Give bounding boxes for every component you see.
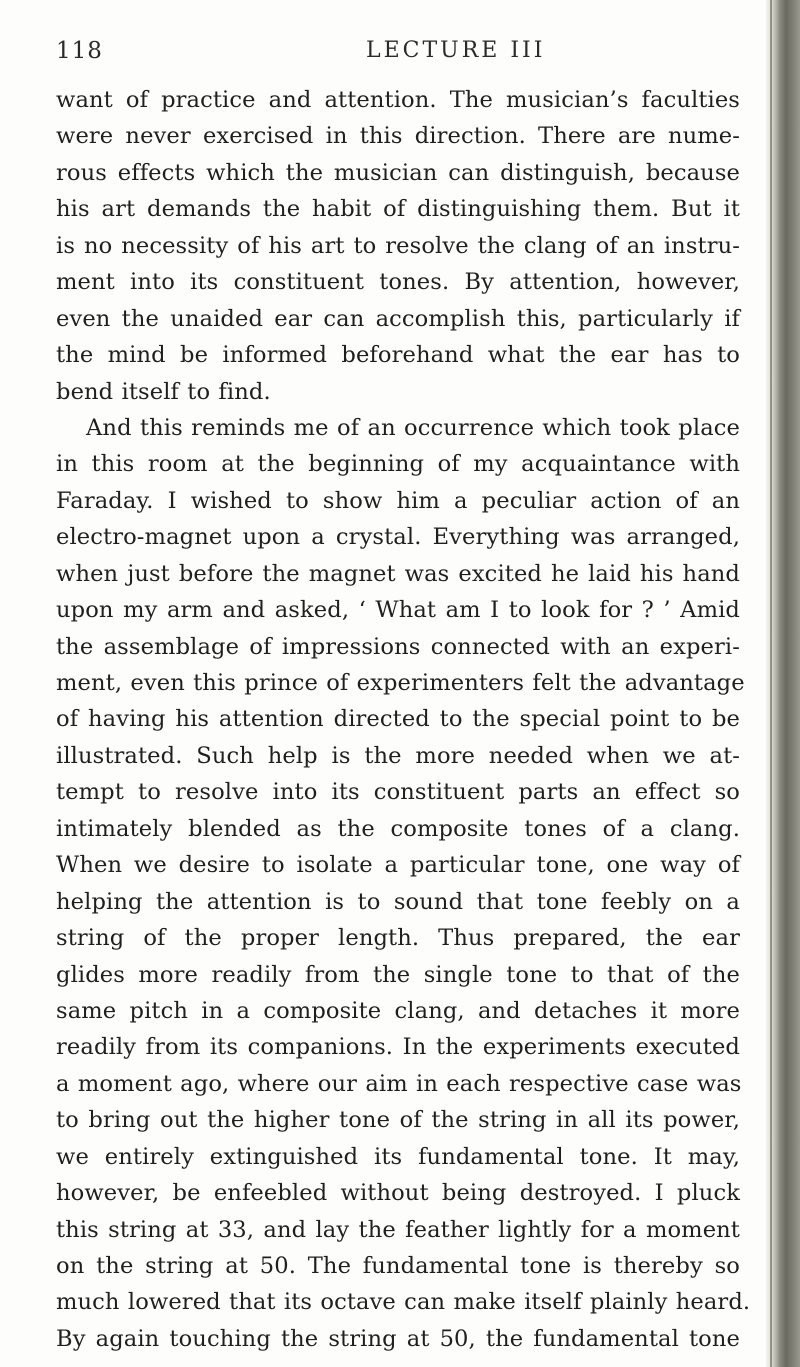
body-text — [56, 82, 751, 1357]
text-line: bend itself to find. — [56, 378, 271, 405]
text-line: in this room at the beginning of my acquaintance with — [56, 451, 740, 478]
page-header — [56, 38, 756, 68]
page-edge-line — [770, 0, 772, 1367]
text-line: intimately blended as the composite tones of a clang. — [56, 815, 740, 842]
text-line: helping the attention is to sound that tone feebly on a — [56, 888, 740, 915]
text-line: illustrated. Such help is the more needed when we at- — [56, 742, 740, 769]
text-line: on the string at 50. The fundamental tone is thereby so — [56, 1253, 740, 1279]
text-line: to bring out the higher tone of the string in all its power, — [56, 1107, 740, 1134]
text-line: of having his attention directed to the special point to be — [56, 706, 740, 733]
text-line: much lowered that its octave can make itself plainly heard. — [56, 1289, 751, 1316]
text-line: when just before the magnet was excited he laid his hand — [56, 560, 740, 587]
text-line: his art demands the habit of distinguishing them. But it — [56, 196, 740, 223]
text-line: the assemblage of impressions connected with an experi- — [56, 633, 740, 660]
text-line: upon my arm and asked, ‘ What am I to look for ? ’ Amid — [56, 597, 740, 624]
text-line: tempt to resolve into its constituent parts an effect so — [56, 779, 740, 806]
text-line: the mind be informed beforehand what the ear has to — [56, 342, 740, 369]
text-line: want of practice and attention. The musician’s faculties — [56, 87, 740, 113]
text-line: rous effects which the musician can distinguish, because — [56, 159, 740, 186]
text-line: ment, even this prince of experimenters felt the advantage — [56, 670, 745, 696]
text-line: string of the proper length. Thus prepared, the ear — [56, 925, 740, 952]
text-line: By again touching the string at 50, the fundamental tone — [56, 1325, 740, 1352]
text-line: this string at 33, and lay the feather lightly for a moment — [56, 1216, 740, 1243]
text-line: Faraday. I wished to show him a peculiar action of an — [56, 487, 740, 514]
text-line: even the unaided ear can accomplish this, particularly if — [56, 305, 740, 332]
text-line: And this reminds me of an occurrence which took place — [86, 414, 740, 441]
text-line: glides more readily from the single tone to that of the — [56, 961, 740, 988]
page-number: 118 — [56, 38, 103, 64]
text-line: is no necessity of his art to resolve the clang of an instru- — [56, 232, 740, 259]
text-line: same pitch in a composite clang, and detaches it more — [56, 997, 740, 1024]
text-line: When we desire to isolate a particular tone, one way of — [56, 852, 740, 879]
running-head: LECTURE III — [366, 38, 546, 63]
text-line: however, be enfeebled without being destroyed. I pluck — [56, 1180, 740, 1207]
text-line: we entirely extinguished its fundamental tone. It may, — [56, 1143, 740, 1170]
text-line: electro-magnet upon a crystal. Everything was arranged, — [56, 524, 740, 551]
text-line: readily from its companions. In the experiments executed — [56, 1034, 740, 1061]
text-line: a moment ago, where our aim in each respective case was — [56, 1070, 742, 1097]
text-line: were never exercised in this direction. There are nume- — [56, 123, 740, 150]
text-line: ment into its constituent tones. By attention, however, — [56, 269, 740, 296]
